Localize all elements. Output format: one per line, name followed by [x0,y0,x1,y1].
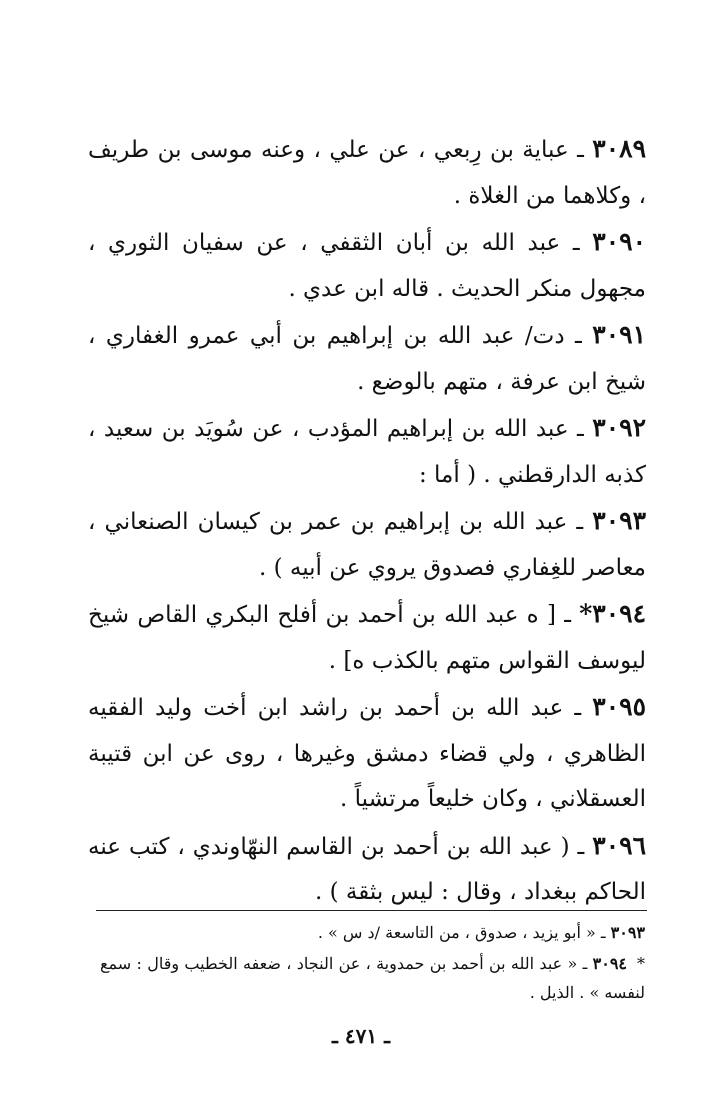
footnote-3093 [100,918,645,947]
entry-number: ٣٠٨٩ [592,134,646,163]
entry-text: ـ عباية بن رِبعي ، عن علي ، وعنه موسى بن طريف ، وكلاهما من الغلاة . [88,137,646,209]
entry-number: ٣٠٩٥ [592,692,646,721]
footnote-text: ـ « أبو يزيد ، صدوق ، من التاسعة /د س » . [317,923,606,942]
entry-text: ـ عبد الله بن إبراهيم المؤدب ، عن سُويَد بن سعيد ، كذبه الدارقطني . ( أما : [88,416,646,488]
entry-3093 [88,498,646,591]
entry-text: ـ [ ه عبد الله بن أحمد بن أفلح البكري القاص شيخ ليوسف القواس متهم بالكذب ه] . [88,602,646,674]
entry-text: ـ دت/ عبد الله بن إبراهيم بن أبي عمرو الغفاري ، شيخ ابن عرفة ، متهم بالوضع . [88,323,646,395]
entry-3094 [88,591,646,684]
footnote-text: ـ « عبد الله بن أحمد بن حمدوية ، عن النجاد ، ضعفه الخطيب وقال : سمع لنفسه » . الذيل . [100,954,645,1002]
entry-number: ٣٠٩٠ [592,227,647,256]
entry-number: ٣٠٩٢ [592,413,647,442]
page-number: ـ ٤٧١ ـ [332,1024,390,1048]
asterisk-marker: * [637,954,646,973]
entry-number: ٣٠٩٤* [579,599,647,628]
entry-3092 [88,405,646,498]
entry-3095 [88,684,646,823]
footnote-3094 [100,949,645,1007]
entry-text: ـ ( عبد الله بن أحمد بن القاسم النهّاوندي ، كتب عنه الحاكم ببغداد ، وقال : ليس بثقة ) . [88,833,646,905]
entry-3089 [88,126,646,219]
entry-text: ـ عبد الله بن أحمد بن راشد ابن أخت وليد الفقيه الظاهري ، ولي قضاء دمشق وغيرها ، روى عن ابن قتيبة العسقلاني ، وكان خليعاً مرتشياً . [88,695,646,812]
entry-number: ٣٠٩٣ [592,506,647,535]
footnotes [100,918,645,1009]
footnote-number: ٣٠٩٤ [592,954,628,973]
entry-3096 [88,823,646,916]
entry-number: ٣٠٩٦ [592,830,647,860]
entry-3090 [88,219,646,312]
footnote-divider [96,910,647,911]
entry-3091 [88,312,646,405]
main-text [88,126,646,916]
entry-text: ـ عبد الله بن أبان الثقفي ، عن سفيان الثوري ، مجهول منكر الحديث . قاله ابن عدي . [88,230,646,302]
entry-text: ـ عبد الله بن إبراهيم بن عمر بن كيسان الصنعاني ، معاصر للغِفاري فصدوق يروي عن أبيه ) . [88,509,646,581]
entry-number: ٣٠٩١ [592,320,646,349]
footnote-number: ٣٠٩٣ [610,923,645,942]
